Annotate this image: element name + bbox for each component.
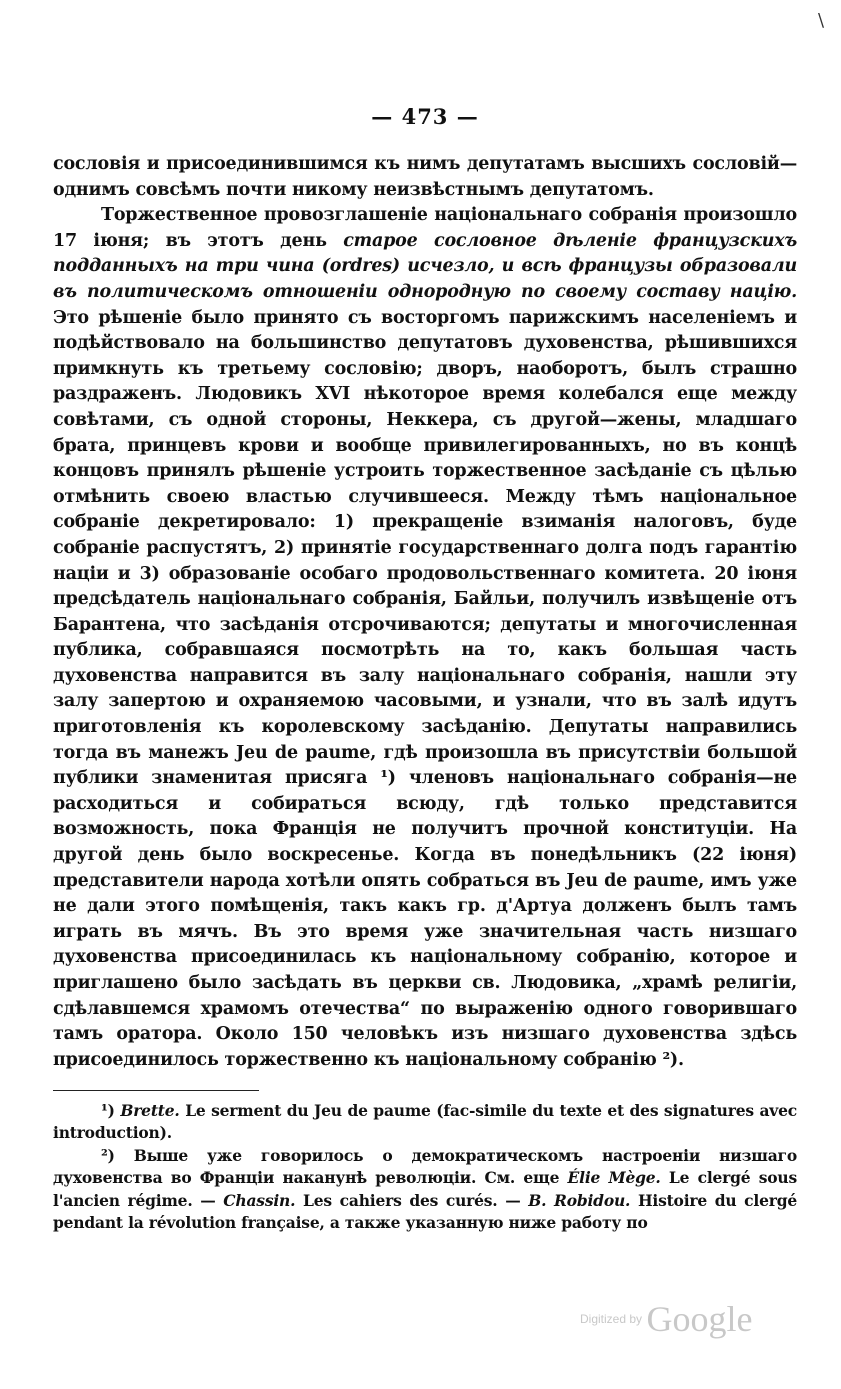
footnote-2-text-c: Les cahiers des curés. — [295,1190,529,1210]
footnote-2-mark: ²) [101,1145,115,1165]
page-number: — 473 — [371,104,479,129]
watermark-prefix: Digitized by [580,1312,643,1326]
footnote-2-text-b: Le clergé sous l'ancien régime. — [53,1168,798,1210]
footnote-2 [53,1145,797,1235]
main-text [53,152,797,1073]
footnote-1 [53,1100,797,1145]
footnote-2-text-d: Histoire du clergé pendant la révolution française, а также указанную ниже работу по [53,1190,797,1233]
paragraph-text-rest: Это рѣшеніе было принято съ восторгомъ парижскимъ населеніемъ и подѣйствовало на большинство депутатовъ духовенства, рѣшившихся примкнуть къ третьему сословію; дворъ, наоборотъ, былъ страшно раздраженъ. Людовикъ XVI нѣкоторое время колебался еще между совѣтами, съ одной стороны, Неккера, съ другой—жены, младшаго брата, принцевъ крови и вообще привилегированныхъ, но въ концѣ концовъ принялъ рѣшеніе устроить торжественное засѣданіе съ цѣлью отмѣнить своею властью случившееся. Между тѣмъ національное собраніе декретировало: 1) прекращеніе взиманія налоговъ, буде собраніе распустятъ, 2) принятіе государственнаго долга подъ гарантію націи и 3) образованіе особаго продовольственнаго комитета. 20 іюня предсѣдатель національнаго собранія, Байльи, получилъ извѣщеніе отъ Барантена, что засѣданія отсрочиваются; депутаты и многочисленная публика, собравшаяся посмотрѣть на то, какъ большая часть духовенства направится въ залу національнаго собранія, нашли эту залу запертою и охраняемою часовыми, и узнали, что въ залѣ идутъ приготовленія къ королевскому засѣданію. Депутаты направились тогда въ манежъ Jeu de paume, гдѣ произошла въ присутствіи большой публики знаменитая присяга ¹) членовъ національнаго собранія—не расходиться и собираться всюду, гдѣ только представится возможность, пока Франція не получитъ прочной конституціи. На другой день было воскресенье. Когда въ понедѣльникъ (22 іюня) представители народа хотѣли опять собраться въ Jeu de paume, имъ уже не дали этого помѣщенія, такъ какъ гр. д'Артуа долженъ былъ тамъ играть въ мячъ. Въ это время уже значительная часть низшаго духовенства присоединилась къ національному собранію, которое и приглашено было засѣдать въ церкви св. Людовика, „храмѣ религіи, сдѣлавшемся храмомъ отечества“ по выраженію одного говорившаго тамъ оратора. Около 150 человѣкъ изъ низшаго духовенства здѣсь присоединилось торжественно къ національному собранію ²). [53,307,797,1070]
footnote-1-mark: ¹) [101,1101,115,1120]
footnote-2-author-1: Élie Mège. [567,1168,661,1188]
paragraph-national-assembly [53,203,797,1073]
paragraph-continuation: сословія и присоединившимся къ нимъ депутатамъ высшихъ сословій—однимъ совсѣмъ почти никому неизвѣстнымъ депутатомъ. [53,154,797,200]
paragraph-text-start: Торжественное провозглашеніе національнаго собранія произошло 17 іюня; въ этотъ день [53,205,797,251]
corner-mark: \ [818,10,825,31]
footnote-separator [53,1090,259,1091]
paragraph-emphasis: старое сословное дѣленіе французскихъ подданныхъ на три чина (ordres) исчезло, и всѣ французы образовали въ политическомъ отношеніи однородную по своему составу націю. [53,230,797,302]
book-page [53,0,825,1389]
footnote-1-text: Le serment du Jeu de paume (fac-simile du texte et des signatures avec introduction). [53,1101,798,1143]
watermark-brand: Google [646,1299,753,1339]
footnote-2-author-3: B. Robidou. [528,1190,631,1210]
footnote-2-author-2: Chassin. [223,1190,296,1210]
footnote-1-author: Brette. [120,1101,180,1120]
footnote-2-text-a: Выше уже говорилось о демократическомъ настроеніи низшаго духовенства во Франціи наканунѣ революціи. См. еще [53,1145,797,1188]
google-watermark [580,1298,752,1340]
footnotes [53,1100,797,1234]
